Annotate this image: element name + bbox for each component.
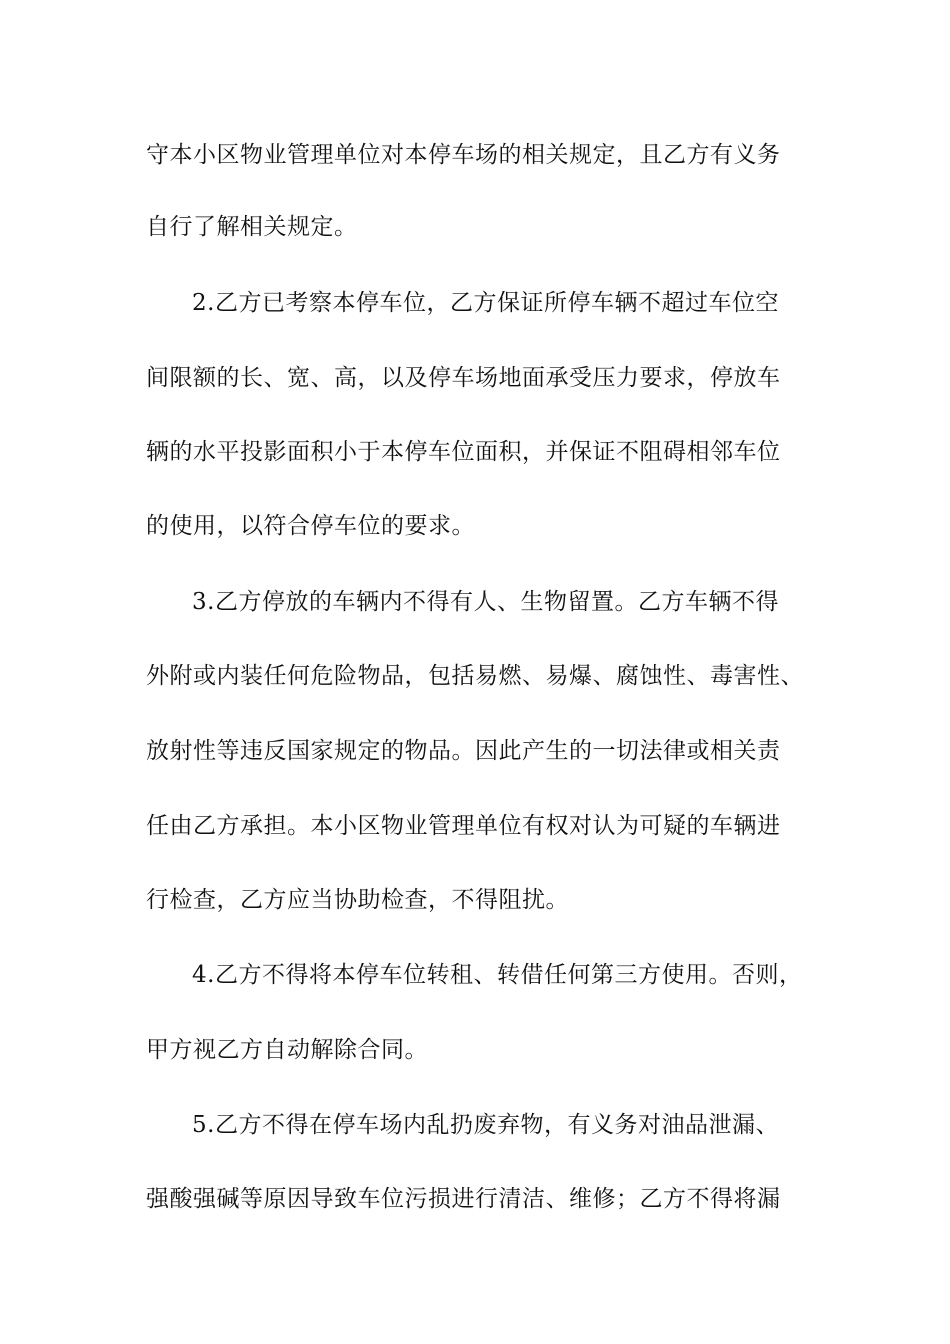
- paragraph-3-start: 3.乙方停放的车辆内不得有人、生物留置。乙方车辆不得: [192, 589, 779, 615]
- text-line: 自行了解相关规定。: [146, 214, 358, 240]
- text-line: 强酸强碱等原因导致车位污损进行清洁、维修；乙方不得将漏: [146, 1186, 781, 1212]
- text-line: 辆的水平投影面积小于本停车位面积，并保证不阻碍相邻车位: [146, 439, 781, 465]
- text-line: 行检查，乙方应当协助检查，不得阻扰。: [146, 887, 569, 913]
- text-line: 甲方视乙方自动解除合同。: [146, 1037, 428, 1063]
- text-line: 的使用，以符合停车位的要求。: [146, 513, 475, 539]
- text-line: 放射性等违反国家规定的物品。因此产生的一切法律或相关责: [146, 738, 781, 764]
- paragraph-5-start: 5.乙方不得在停车场内乱扔废弃物，有义务对油品泄漏、: [192, 1112, 779, 1138]
- text-line: 外附或内装任何危险物品，包括易燃、易爆、腐蚀性、毒害性、: [146, 663, 804, 689]
- paragraph-2-start: 2.乙方已考察本停车位，乙方保证所停车辆不超过车位空: [192, 290, 779, 316]
- paragraph-4-start: 4.乙方不得将本停车位转租、转借任何第三方使用。否则，: [192, 962, 803, 988]
- text-line: 任由乙方承担。本小区物业管理单位有权对认为可疑的车辆进: [146, 813, 781, 839]
- text-line: 间限额的长、宽、高，以及停车场地面承受压力要求，停放车: [146, 365, 781, 391]
- text-line: 守本小区物业管理单位对本停车场的相关规定，且乙方有义务: [146, 142, 781, 168]
